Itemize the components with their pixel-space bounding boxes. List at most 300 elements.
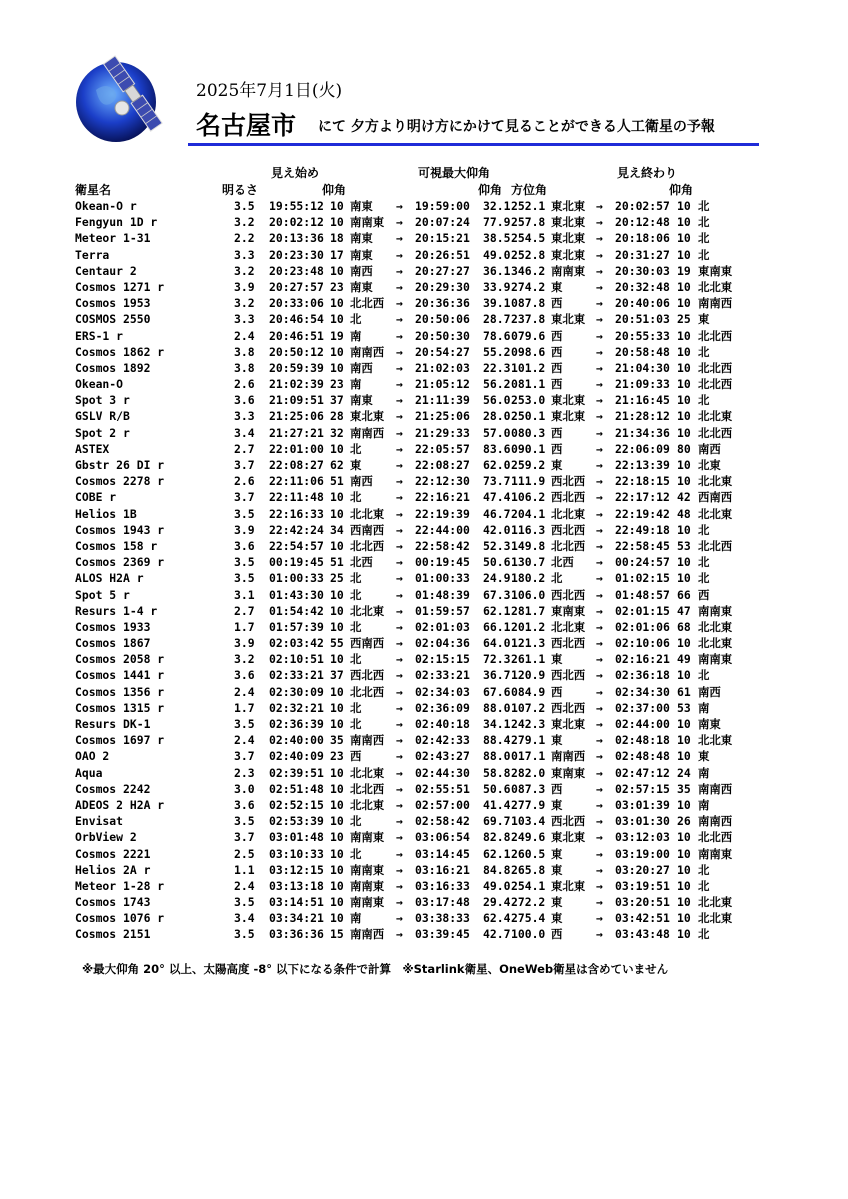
start-time: 02:40:00	[269, 733, 324, 748]
end-altitude: 10	[677, 749, 691, 764]
max-altitude: 77.9	[483, 215, 511, 230]
azimuth: 130.7	[511, 555, 546, 570]
azimuth-direction: 東	[551, 458, 563, 472]
arrow: →	[396, 393, 403, 408]
max-altitude: 58.8	[483, 765, 511, 780]
arrow: →	[396, 652, 403, 667]
start-altitude: 62	[330, 458, 344, 472]
azimuth-direction: 東	[551, 797, 563, 812]
satellite-name: Cosmos 1076 r	[75, 911, 165, 926]
start-direction: 南東	[350, 199, 373, 213]
arrow: →	[396, 571, 403, 586]
satellite-name: Cosmos 1943 r	[75, 522, 165, 537]
end-direction: 南西	[698, 441, 721, 456]
end-time: 22:49:18	[615, 522, 670, 537]
start-direction: 南西	[350, 263, 373, 278]
end-altitude: 10	[677, 797, 691, 812]
satellite-name: Cosmos 1743	[75, 895, 151, 910]
satellite-name: Cosmos 2242	[75, 781, 151, 796]
start-direction: 北	[350, 441, 362, 456]
arrow: →	[396, 425, 403, 440]
max-altitude: 88.0	[483, 749, 511, 764]
end-direction: 東	[698, 749, 710, 764]
end-altitude: 80	[677, 441, 691, 456]
arrow: →	[596, 927, 603, 942]
satellite-name: Cosmos 2058 r	[75, 652, 165, 667]
max-time: 20:29:30	[415, 279, 470, 294]
max-altitude: 52.3	[483, 538, 511, 553]
end-time: 22:58:45	[615, 538, 670, 553]
max-altitude: 36.7	[483, 668, 511, 683]
start-altitude: 10	[330, 717, 344, 731]
table-row	[0, 716, 848, 732]
end-direction: 南南東	[698, 603, 733, 618]
max-time: 03:39:45	[415, 927, 470, 942]
table-row	[0, 797, 848, 813]
end-altitude: 10	[677, 296, 691, 311]
start-time: 22:16:33	[269, 506, 324, 521]
end-altitude: 10	[677, 895, 691, 910]
end-direction: 南南西	[698, 296, 733, 311]
start-altitude: 37	[330, 393, 344, 408]
end-direction: 北	[698, 344, 710, 359]
arrow: →	[596, 619, 603, 634]
end-direction: 北北東	[698, 911, 733, 926]
end-time: 20:58:48	[615, 344, 670, 359]
max-altitude: 57.0	[483, 425, 511, 440]
max-time: 19:59:00	[415, 199, 470, 213]
end-time: 03:20:51	[615, 895, 670, 910]
table-row	[0, 392, 848, 408]
city-name: 名古屋市	[196, 111, 297, 140]
azimuth: 254.5	[511, 231, 546, 246]
max-altitude: 47.4	[483, 490, 511, 505]
max-time: 03:16:21	[415, 862, 470, 877]
table-row	[0, 457, 848, 473]
max-altitude: 42.0	[483, 522, 511, 537]
start-time: 20:59:39	[269, 360, 324, 375]
end-time: 21:34:36	[615, 425, 670, 440]
magnitude: 3.7	[234, 830, 255, 845]
satellite-name: Cosmos 1441 r	[75, 668, 165, 683]
start-direction: 南南東	[350, 862, 385, 877]
max-time: 22:58:42	[415, 538, 470, 553]
arrow: →	[396, 409, 403, 424]
end-time: 20:18:06	[615, 231, 670, 246]
arrow: →	[396, 344, 403, 359]
max-time: 02:34:03	[415, 684, 470, 699]
end-direction: 南南西	[698, 814, 733, 829]
magnitude: 3.5	[234, 895, 255, 910]
end-altitude: 53	[677, 538, 691, 553]
azimuth: 204.1	[511, 506, 546, 521]
satellite-name: COBE r	[75, 490, 117, 505]
title-underline	[188, 143, 759, 146]
satellite-name: Resurs 1-4 r	[75, 603, 158, 618]
azimuth-direction: 東北東	[551, 830, 586, 845]
start-direction: 北	[350, 814, 362, 829]
magnitude: 3.5	[234, 571, 255, 586]
azimuth: 252.1	[511, 199, 546, 213]
start-direction: 南東	[350, 247, 373, 262]
start-time: 19:55:12	[269, 199, 324, 213]
max-altitude: 67.6	[483, 684, 511, 699]
end-time: 21:09:33	[615, 377, 670, 392]
magnitude: 3.6	[234, 668, 255, 683]
azimuth-direction: 西北西	[551, 636, 586, 651]
start-time: 21:25:06	[269, 409, 324, 424]
header-name: 衛星名	[75, 183, 112, 197]
azimuth: 111.9	[511, 474, 546, 489]
max-time: 20:27:27	[415, 263, 470, 278]
arrow: →	[596, 490, 603, 505]
magnitude: 3.5	[234, 555, 255, 570]
end-time: 02:36:18	[615, 668, 670, 683]
azimuth: 087.3	[511, 781, 546, 796]
max-altitude: 62.1	[483, 846, 511, 861]
start-time: 01:43:30	[269, 587, 324, 602]
start-altitude: 55	[330, 636, 344, 651]
table-row	[0, 489, 848, 505]
arrow: →	[596, 846, 603, 861]
table-row	[0, 829, 848, 845]
end-altitude: 24	[677, 765, 691, 780]
magnitude: 2.7	[234, 603, 255, 618]
start-altitude: 18	[330, 231, 344, 246]
max-time: 03:06:54	[415, 830, 470, 845]
start-altitude: 10	[330, 506, 344, 521]
start-time: 22:54:57	[269, 538, 324, 553]
end-time: 20:02:57	[615, 199, 670, 213]
start-time: 01:00:33	[269, 571, 324, 586]
end-altitude: 10	[677, 846, 691, 861]
magnitude: 3.2	[234, 215, 255, 230]
start-altitude: 10	[330, 344, 344, 359]
table-row	[0, 214, 848, 230]
azimuth: 282.0	[511, 765, 546, 780]
end-altitude: 10	[677, 668, 691, 683]
azimuth: 249.6	[511, 830, 546, 845]
start-time: 03:10:33	[269, 846, 324, 861]
max-altitude: 56.2	[483, 377, 511, 392]
start-altitude: 10	[330, 797, 344, 812]
end-direction: 北北東	[698, 619, 733, 634]
end-time: 20:51:03	[615, 312, 670, 327]
end-altitude: 48	[677, 506, 691, 521]
magnitude: 3.6	[234, 393, 255, 408]
start-direction: 北	[350, 312, 362, 327]
end-time: 21:16:45	[615, 393, 670, 408]
arrow: →	[396, 247, 403, 262]
end-direction: 南南東	[698, 652, 733, 667]
start-time: 02:32:21	[269, 700, 324, 715]
azimuth: 080.3	[511, 425, 546, 440]
max-time: 20:54:27	[415, 344, 470, 359]
start-altitude: 10	[330, 652, 344, 667]
end-direction: 西	[698, 587, 710, 602]
end-altitude: 19	[677, 263, 691, 278]
azimuth: 149.8	[511, 538, 546, 553]
arrow: →	[396, 927, 403, 942]
table-row	[0, 522, 848, 538]
start-direction: 南南西	[350, 425, 385, 440]
arrow: →	[396, 668, 403, 683]
end-direction: 南西	[698, 684, 721, 699]
end-altitude: 66	[677, 587, 691, 602]
satellite-name: Cosmos 1315 r	[75, 700, 165, 715]
end-direction: 北北東	[698, 279, 733, 294]
start-altitude: 10	[330, 263, 344, 278]
arrow: →	[396, 717, 403, 731]
end-time: 02:57:15	[615, 781, 670, 796]
start-altitude: 10	[330, 684, 344, 699]
azimuth-direction: 西	[551, 296, 563, 311]
arrow: →	[396, 797, 403, 812]
table-row	[0, 781, 848, 797]
max-time: 03:17:48	[415, 895, 470, 910]
table-row	[0, 667, 848, 683]
max-time: 01:00:33	[415, 571, 470, 586]
arrow: →	[596, 878, 603, 893]
start-direction: 南南西	[350, 344, 385, 359]
table-row	[0, 360, 848, 376]
max-altitude: 28.7	[483, 312, 511, 327]
max-altitude: 62.4	[483, 911, 511, 926]
max-altitude: 34.1	[483, 717, 511, 731]
footnote: ※最大仰角 20° 以上、太陽高度 -8° 以下になる条件で計算 ※Starlink衛星、OneWeb衛星は含めていません	[82, 962, 669, 976]
arrow: →	[596, 603, 603, 618]
end-altitude: 35	[677, 781, 691, 796]
arrow: →	[396, 199, 403, 213]
arrow: →	[396, 538, 403, 553]
table-row	[0, 651, 848, 667]
azimuth-direction: 西	[551, 684, 563, 699]
max-time: 20:07:24	[415, 215, 470, 230]
azimuth-direction: 北北東	[551, 506, 586, 521]
start-time: 20:46:51	[269, 328, 324, 343]
max-time: 00:19:45	[415, 555, 470, 570]
start-time: 22:42:24	[269, 522, 324, 537]
azimuth: 275.4	[511, 911, 546, 926]
max-altitude: 66.1	[483, 619, 511, 634]
start-time: 03:13:18	[269, 878, 324, 893]
max-time: 20:26:51	[415, 247, 470, 262]
magnitude: 2.4	[234, 684, 255, 699]
magnitude: 1.7	[234, 619, 255, 634]
azimuth: 252.8	[511, 247, 546, 262]
azimuth: 084.9	[511, 684, 546, 699]
end-direction: 南	[698, 797, 710, 812]
table-row	[0, 198, 848, 214]
satellite-name: Spot 5 r	[75, 587, 130, 602]
end-altitude: 10	[677, 425, 691, 440]
table-row	[0, 247, 848, 263]
arrow: →	[596, 360, 603, 375]
end-time: 02:48:18	[615, 733, 670, 748]
end-direction: 北北東	[698, 636, 733, 651]
azimuth: 103.4	[511, 814, 546, 829]
magnitude: 3.5	[234, 506, 255, 521]
azimuth-direction: 西	[551, 377, 563, 392]
arrow: →	[596, 781, 603, 796]
azimuth-direction: 西北西	[551, 474, 586, 489]
azimuth-direction: 東北東	[551, 231, 586, 246]
arrow: →	[596, 393, 603, 408]
arrow: →	[596, 830, 603, 845]
end-time: 20:32:48	[615, 279, 670, 294]
azimuth: 017.1	[511, 749, 546, 764]
end-time: 03:42:51	[615, 911, 670, 926]
azimuth-direction: 西	[551, 781, 563, 796]
end-direction: 北北東	[698, 895, 733, 910]
magnitude: 3.6	[234, 538, 255, 553]
magnitude: 3.7	[234, 749, 255, 764]
table-row	[0, 732, 848, 748]
satellite-name: OrbView 2	[75, 830, 137, 845]
start-time: 02:39:51	[269, 765, 324, 780]
start-direction: 北	[350, 700, 362, 715]
satellite-name: Aqua	[75, 765, 103, 780]
start-altitude: 10	[330, 490, 344, 505]
satellite-name: ERS-1 r	[75, 328, 124, 343]
start-time: 03:12:15	[269, 862, 324, 877]
arrow: →	[596, 765, 603, 780]
magnitude: 3.8	[234, 344, 255, 359]
max-time: 02:44:30	[415, 765, 470, 780]
start-time: 20:23:48	[269, 263, 324, 278]
start-direction: 北北東	[350, 603, 385, 618]
arrow: →	[596, 571, 603, 586]
azimuth-direction: 西北西	[551, 814, 586, 829]
report-date: 2025年7月1日(火)	[196, 81, 343, 101]
start-time: 21:02:39	[269, 377, 324, 392]
magnitude: 3.5	[234, 814, 255, 829]
arrow: →	[396, 878, 403, 893]
table-row	[0, 910, 848, 926]
magnitude: 2.3	[234, 765, 255, 780]
max-time: 03:38:33	[415, 911, 470, 926]
end-time: 02:44:00	[615, 717, 670, 731]
end-altitude: 10	[677, 862, 691, 877]
start-time: 20:46:54	[269, 312, 324, 327]
table-row	[0, 748, 848, 764]
start-altitude: 10	[330, 360, 344, 375]
max-altitude: 62.1	[483, 603, 511, 618]
start-direction: 北北西	[350, 781, 385, 796]
arrow: →	[396, 490, 403, 505]
end-time: 22:06:09	[615, 441, 670, 456]
header-magnitude: 明るさ	[222, 183, 259, 197]
azimuth: 087.8	[511, 296, 546, 311]
magnitude: 3.5	[234, 717, 255, 731]
azimuth-direction: 東	[551, 846, 563, 861]
max-altitude: 78.6	[483, 328, 511, 343]
end-direction: 北	[698, 878, 710, 893]
end-altitude: 10	[677, 474, 691, 489]
max-time: 02:42:33	[415, 733, 470, 748]
end-altitude: 42	[677, 490, 691, 505]
start-direction: 西南西	[350, 522, 385, 537]
start-altitude: 10	[330, 700, 344, 715]
azimuth-direction: 東	[551, 862, 563, 877]
end-direction: 北	[698, 231, 710, 246]
start-direction: 南西	[350, 474, 373, 489]
table-row	[0, 846, 848, 862]
max-altitude: 82.8	[483, 830, 511, 845]
end-direction: 北北西	[698, 377, 733, 392]
end-direction: 南	[698, 700, 710, 715]
max-time: 02:33:21	[415, 668, 470, 683]
arrow: →	[596, 312, 603, 327]
max-time: 01:59:57	[415, 603, 470, 618]
magnitude: 3.5	[234, 199, 255, 213]
end-direction: 北北東	[698, 506, 733, 521]
arrow: →	[396, 587, 403, 602]
end-direction: 北北西	[698, 425, 733, 440]
end-direction: 北北西	[698, 538, 733, 553]
end-time: 03:01:39	[615, 797, 670, 812]
header-end-group: 見え終わり	[617, 166, 678, 180]
arrow: →	[396, 312, 403, 327]
arrow: →	[596, 555, 603, 570]
start-altitude: 32	[330, 425, 344, 440]
azimuth-direction: 東北東	[551, 717, 586, 731]
azimuth: 277.9	[511, 797, 546, 812]
azimuth-direction: 東	[551, 733, 563, 748]
start-time: 22:01:00	[269, 441, 324, 456]
satellite-logo	[74, 50, 174, 150]
arrow: →	[596, 587, 603, 602]
arrow: →	[396, 603, 403, 618]
end-time: 20:55:33	[615, 328, 670, 343]
azimuth-direction: 東北東	[551, 312, 586, 327]
start-time: 02:10:51	[269, 652, 324, 667]
max-time: 22:08:27	[415, 458, 470, 472]
max-time: 22:44:00	[415, 522, 470, 537]
satellite-name: Meteor 1-31	[75, 231, 151, 246]
end-direction: 北	[698, 393, 710, 408]
end-time: 02:01:15	[615, 603, 670, 618]
arrow: →	[396, 814, 403, 829]
start-altitude: 10	[330, 814, 344, 829]
start-direction: 北北西	[350, 296, 385, 311]
start-direction: 北	[350, 587, 362, 602]
max-time: 02:40:18	[415, 717, 470, 731]
azimuth-direction: 西	[551, 425, 563, 440]
satellite-name: Meteor 1-28 r	[75, 878, 165, 893]
azimuth: 253.0	[511, 393, 546, 408]
arrow: →	[396, 555, 403, 570]
satellite-name: OAO 2	[75, 749, 110, 764]
arrow: →	[596, 506, 603, 521]
start-time: 01:54:42	[269, 603, 324, 618]
end-direction: 北北西	[698, 328, 733, 343]
arrow: →	[596, 797, 603, 812]
end-direction: 北東	[698, 458, 721, 472]
start-time: 20:23:30	[269, 247, 324, 262]
end-time: 22:13:39	[615, 458, 670, 472]
azimuth: 261.1	[511, 652, 546, 667]
end-altitude: 10	[677, 377, 691, 392]
end-altitude: 10	[677, 830, 691, 845]
end-time: 03:20:27	[615, 862, 670, 877]
max-time: 20:50:30	[415, 328, 470, 343]
arrow: →	[596, 458, 603, 472]
table-row	[0, 506, 848, 522]
magnitude: 3.7	[234, 458, 255, 472]
end-time: 03:19:00	[615, 846, 670, 861]
start-time: 20:33:06	[269, 296, 324, 311]
